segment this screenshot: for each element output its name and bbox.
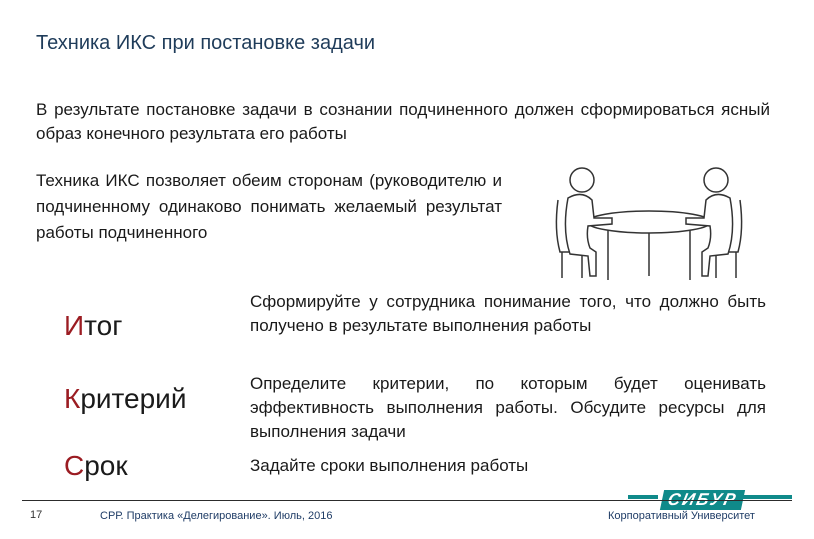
term-letter: С — [64, 450, 85, 481]
term-itog — [64, 310, 122, 342]
footer-university: Корпоративный Университет — [608, 510, 755, 522]
description-kriteriy: Определите критерии, по которым будет оценивать эффективность выполнения работы. Обсудите ресурсы для выполнения задачи — [250, 374, 766, 441]
logo-stripe-left — [628, 495, 658, 499]
term-kriteriy — [64, 383, 186, 415]
term-letter: К — [64, 383, 81, 414]
intro-text: В результате постановке задачи в сознании подчиненного должен сформироваться ясный образ конечного результата его работы — [36, 100, 770, 143]
sibur-logo: СИБУР — [660, 490, 745, 510]
term-rest: рок — [84, 450, 128, 481]
term-letter: И — [64, 310, 85, 341]
page-number: 17 — [30, 509, 43, 521]
footer-divider — [22, 500, 792, 501]
term-rest: ритерий — [80, 383, 187, 414]
footer-course: СРР. Практика «Делегирование». Июль, 2016 — [100, 510, 333, 522]
term-srok — [64, 450, 128, 482]
two-people-at-table-icon — [550, 160, 750, 285]
term-rest: тог — [84, 310, 123, 341]
description-srok: Задайте сроки выполнения работы — [250, 456, 529, 475]
technique-text: Техника ИКС позволяет обеим сторонам (руководителю и подчиненному одинаково понимать желаемый результат работы подчиненного — [36, 171, 502, 242]
description-itog: Сформируйте у сотрудника понимание того, что должно быть получено в результате выполнения работы — [250, 292, 766, 335]
slide-title: Техника ИКС при постановке задачи — [36, 32, 376, 54]
logo-stripe-right — [742, 495, 792, 499]
